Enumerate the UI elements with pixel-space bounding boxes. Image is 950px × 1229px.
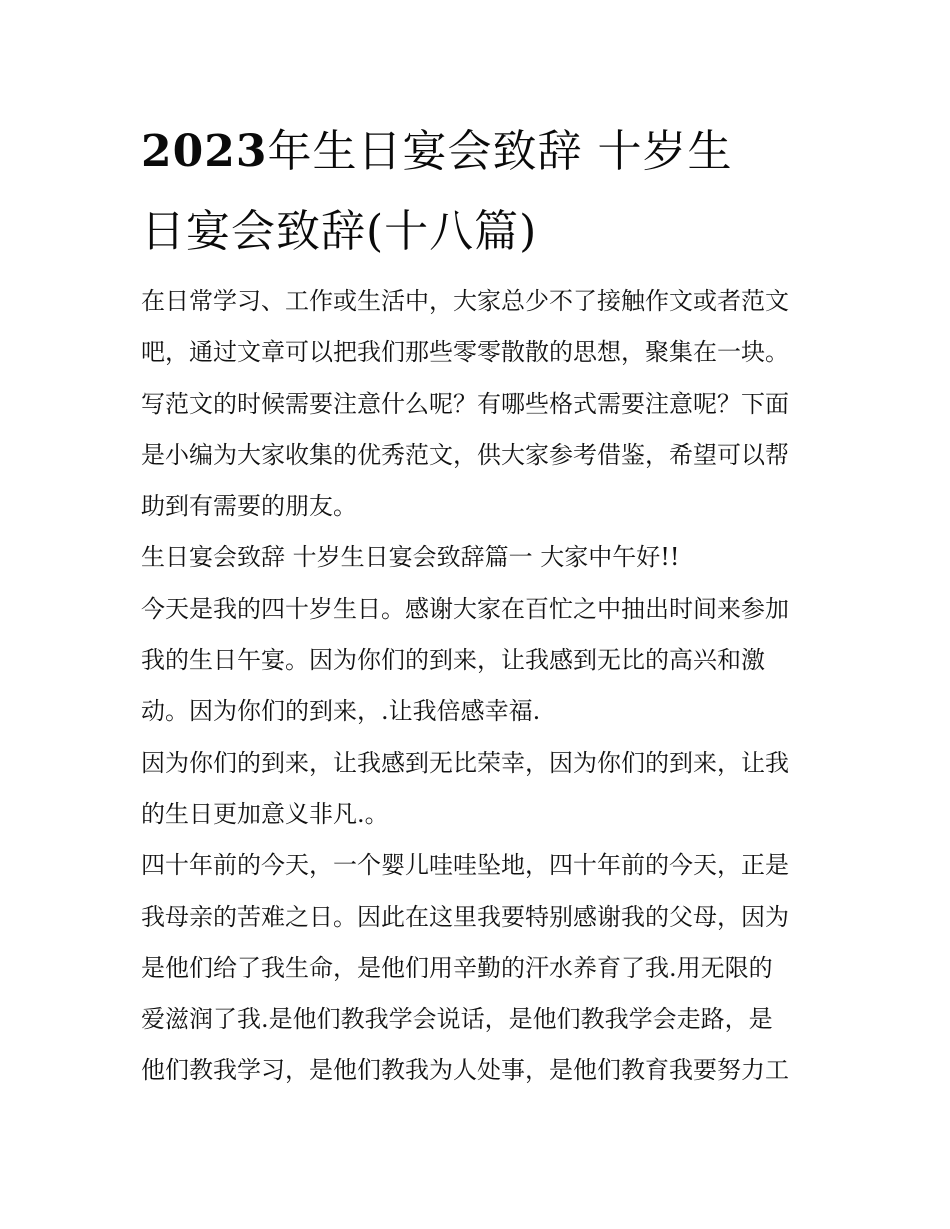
text-line: 四十年前的今天，一个婴儿哇哇坠地，四十年前的今天，正是 <box>141 851 789 880</box>
document-content <box>141 112 821 1097</box>
text-line: 吧，通过文章可以把我们那些零零散散的思想，聚集在一块。 <box>141 338 789 367</box>
text-line: 助到有需要的朋友。 <box>141 492 357 521</box>
text-line: 在日常学习、工作或生活中，大家总少不了接触作文或者范文 <box>141 287 789 315</box>
title-line-1 <box>141 112 821 192</box>
title-line-1-text: 年生日宴会致辞 十岁生 <box>267 126 733 177</box>
paragraph-birthday-thanks <box>141 584 821 738</box>
text-line: 因为你们的到来，让我感到无比荣幸，因为你们的到来，让我 <box>141 748 789 777</box>
paragraph-intro <box>141 276 821 532</box>
text-line: 今天是我的四十岁生日。感谢大家在百忙之中抽出时间来参加 <box>141 594 789 623</box>
text-line: 是他们给了我生命，是他们用辛勤的汗水养育了我.用无限的 <box>141 953 773 982</box>
title-line-2: 日宴会致辞(十八篇) <box>141 206 538 257</box>
text-line: 生日宴会致辞 十岁生日宴会致辞篇一 大家中午好!! <box>141 543 680 572</box>
text-line: 动。因为你们的到来，.让我倍感幸福. <box>141 697 541 726</box>
paragraph-section-heading <box>141 532 821 583</box>
text-line: 是小编为大家收集的优秀范文，供大家参考借鉴，希望可以帮 <box>141 440 789 469</box>
title-year: 2023 <box>141 126 268 177</box>
text-line: 他们教我学习，是他们教我为人处事，是他们教育我要努力工 <box>141 1056 789 1085</box>
text-line: 写范文的时候需要注意什么呢？有哪些格式需要注意呢？下面 <box>141 389 789 418</box>
document-body <box>141 276 821 1097</box>
text-line: 的生日更加意义非凡.。 <box>141 799 389 828</box>
paragraph-honor <box>141 738 821 841</box>
document-title <box>141 112 821 272</box>
text-line: 我的生日午宴。因为你们的到来，让我感到无比的高兴和激 <box>141 646 765 675</box>
text-line: 爱滋润了我.是他们教我学会说话，是他们教我学会走路，是 <box>141 1005 773 1034</box>
text-line: 我母亲的苦难之日。因此在这里我要特别感谢我的父母，因为 <box>141 902 789 931</box>
paragraph-parents <box>141 840 821 1096</box>
